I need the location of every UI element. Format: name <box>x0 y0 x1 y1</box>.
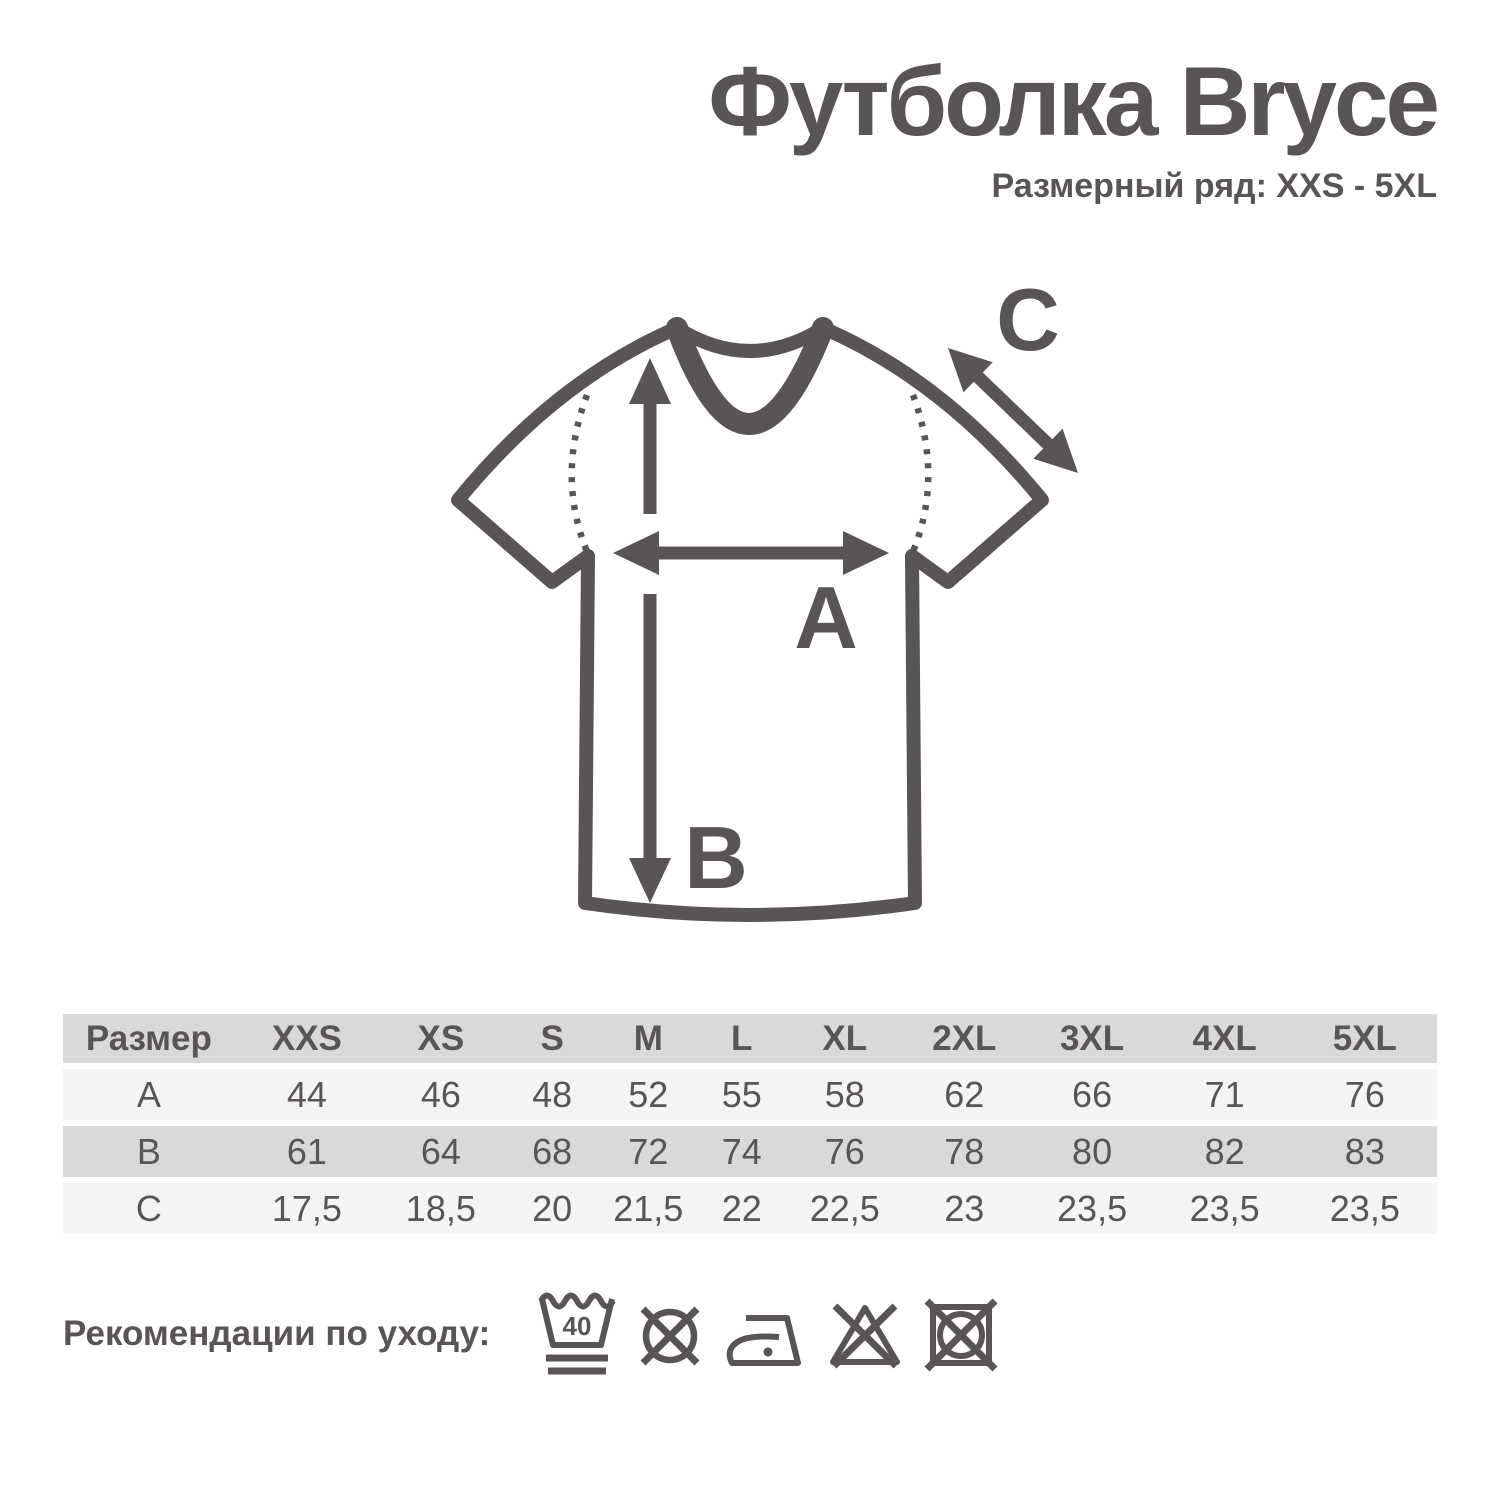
cell: 72 <box>602 1126 695 1177</box>
column-header: 2XL <box>901 1014 1027 1063</box>
column-header: L <box>695 1014 788 1063</box>
cell: 68 <box>503 1126 602 1177</box>
column-header: 3XL <box>1028 1014 1157 1063</box>
cell: 83 <box>1293 1126 1437 1177</box>
cell: 23,5 <box>1157 1183 1293 1234</box>
column-header: 5XL <box>1293 1014 1437 1063</box>
column-header: S <box>503 1014 602 1063</box>
iron-low-heat-icon <box>722 1293 810 1375</box>
care-recommendations <box>63 1278 1002 1390</box>
cell: 55 <box>695 1069 788 1120</box>
wash-temperature: 40 <box>562 1311 592 1341</box>
wash-40-mild-icon <box>536 1283 618 1385</box>
cell: 46 <box>379 1069 503 1120</box>
row-label: A <box>63 1069 235 1120</box>
cell: 74 <box>695 1126 788 1177</box>
column-header: Размер <box>63 1014 235 1063</box>
cell: 22,5 <box>788 1183 901 1234</box>
column-header: XL <box>788 1014 901 1063</box>
cell: 52 <box>602 1069 695 1120</box>
cell: 17,5 <box>235 1183 379 1234</box>
header-block <box>708 46 1437 206</box>
cell: 71 <box>1157 1069 1293 1120</box>
table-row <box>63 1183 1437 1234</box>
table-header-row <box>63 1014 1437 1063</box>
cell: 18,5 <box>379 1183 503 1234</box>
column-header: XS <box>379 1014 503 1063</box>
care-label: Рекомендации по уходу: <box>63 1314 491 1353</box>
cell: 76 <box>788 1126 901 1177</box>
cell: 64 <box>379 1126 503 1177</box>
cell: 82 <box>1157 1126 1293 1177</box>
cell: 20 <box>503 1183 602 1234</box>
cell: 23,5 <box>1028 1183 1157 1234</box>
label-body-length: B <box>684 808 748 907</box>
column-header: M <box>602 1014 695 1063</box>
cell: 62 <box>901 1069 1027 1120</box>
cell: 48 <box>503 1069 602 1120</box>
cell: 23,5 <box>1293 1183 1437 1234</box>
cell: 44 <box>235 1069 379 1120</box>
row-label: B <box>63 1126 235 1177</box>
table-row <box>63 1126 1437 1177</box>
cell: 76 <box>1293 1069 1437 1120</box>
label-chest-width: A <box>794 568 858 667</box>
column-header: XXS <box>235 1014 379 1063</box>
do-not-tumble-dry-icon <box>920 1293 1002 1375</box>
cell: 61 <box>235 1126 379 1177</box>
size-table <box>63 1008 1437 1240</box>
do-not-bleach-icon <box>821 1293 909 1375</box>
cell: 23 <box>901 1183 1027 1234</box>
care-icons <box>536 1283 1002 1385</box>
cell: 22 <box>695 1183 788 1234</box>
size-range-subtitle: Размерный ряд: XXS - 5XL <box>991 166 1437 205</box>
page-title: Футболка Bryce <box>708 46 1437 156</box>
cell: 78 <box>901 1126 1027 1177</box>
column-header: 4XL <box>1157 1014 1293 1063</box>
tshirt-measurement-diagram <box>440 268 1100 940</box>
row-label: C <box>63 1183 235 1234</box>
cell: 21,5 <box>602 1183 695 1234</box>
cell: 66 <box>1028 1069 1157 1120</box>
label-sleeve-length: C <box>996 270 1060 369</box>
do-not-dry-clean-icon <box>629 1293 711 1375</box>
cell: 58 <box>788 1069 901 1120</box>
table-row <box>63 1069 1437 1120</box>
cell: 80 <box>1028 1126 1157 1177</box>
